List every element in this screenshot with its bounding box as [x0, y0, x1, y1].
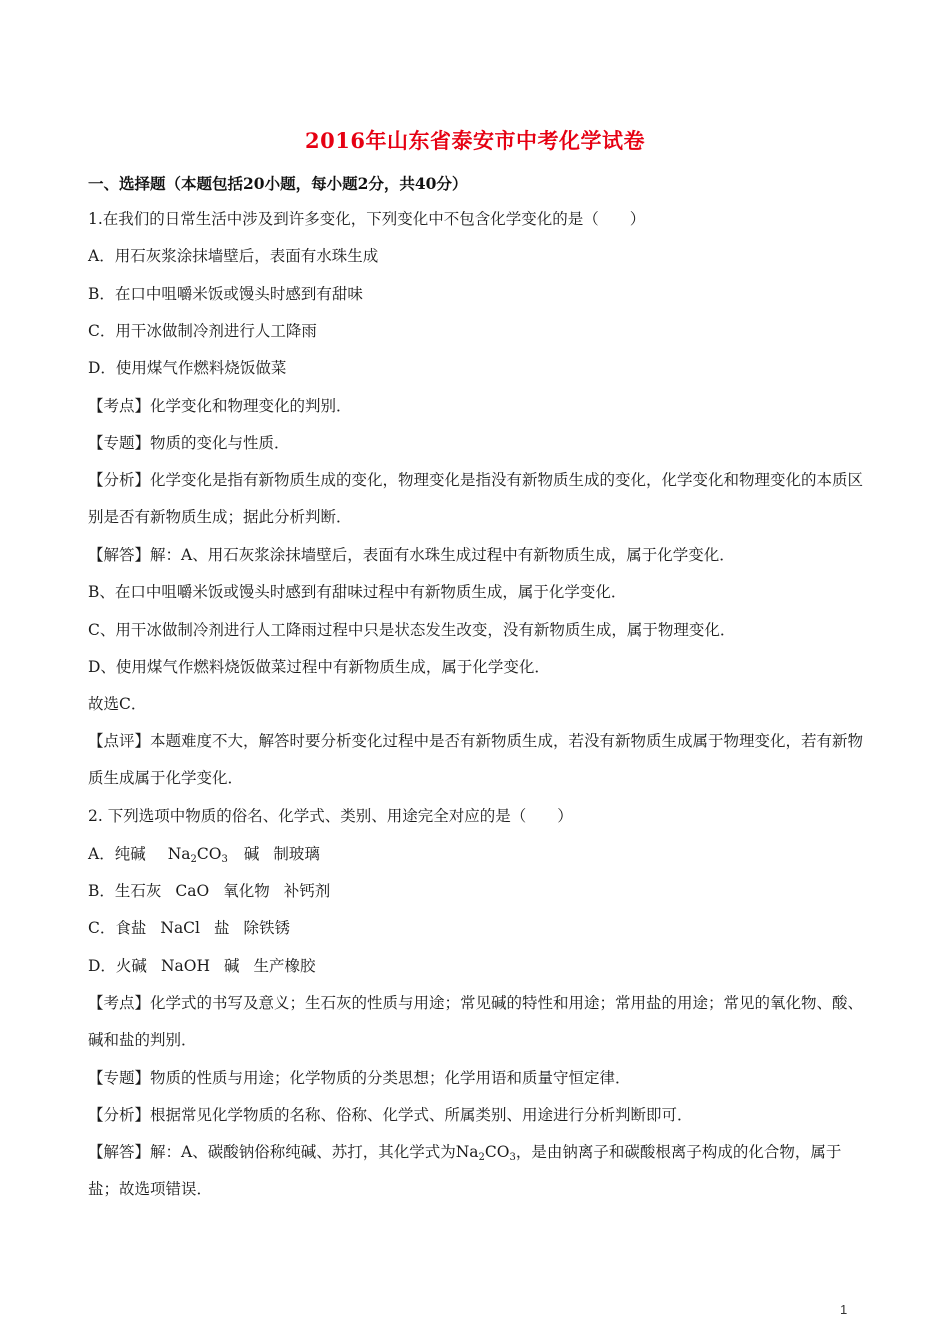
- question-2-option-c: [88, 918, 868, 938]
- question-1-jieda-d: D、使用煤气作燃料烧饭做菜过程中有新物质生成，属于化学变化．: [88, 658, 550, 676]
- option-b-label: B．生石灰: [88, 882, 162, 900]
- question-2-stem: 2. 下列选项中物质的俗名、化学式、类别、用途完全对应的是（ ）: [88, 807, 573, 825]
- page-title: 2016年山东省泰安市中考化学试卷: [305, 128, 645, 153]
- question-2-zhuanti: 【专题】物质的性质与用途；化学物质的分类思想；化学用语和质量守恒定律．: [88, 1069, 631, 1087]
- question-2-fenxi: 【分析】根据常见化学物质的名称、俗称、化学式、所属类别、用途进行分析判断即可．: [88, 1106, 693, 1124]
- section-heading: 一、选择题（本题包括20小题，每小题2分，共40分）: [88, 174, 468, 193]
- question-1-option-d: D．使用煤气作燃料烧饭做菜: [88, 359, 287, 377]
- question-2-jieda: 【解答】解：A、碳酸钠俗称纯碱、苏打，其化学式为$Na_2CO_3$，是由钠离子和碳酸根离子构成的化合物，属于盐；故选项错误．: [88, 1143, 842, 1198]
- option-d-type: 碱: [223, 957, 240, 975]
- option-a-use: 制玻璃: [273, 845, 320, 863]
- option-b-use: 补钙剂: [283, 882, 331, 900]
- option-d-label: D．火碱: [88, 957, 147, 975]
- question-1-option-b: B．在口中咀嚼米饭或馒头时感到有甜味: [88, 285, 363, 303]
- option-a-label: A．纯碱: [88, 845, 146, 863]
- question-1-dianping: 【点评】本题难度不大，解答时要分析变化过程中是否有新物质生成，若没有新物质生成属于物理变化，若有新物质生成属于化学变化．: [88, 732, 864, 787]
- question-1-jieda-a: 【解答】解：A、用石灰浆涂抹墙壁后，表面有水珠生成过程中有新物质生成，属于化学变化．: [88, 546, 735, 564]
- page-number: 1: [840, 1302, 848, 1317]
- question-1-fenxi: 【分析】化学变化是指有新物质生成的变化，物理变化是指没有新物质生成的变化，化学变化和物理变化的本质区别是否有新物质生成；据此分析判断．: [88, 471, 864, 526]
- option-a-type: 碱: [243, 845, 260, 863]
- option-d-use: 生产橡胶: [253, 957, 316, 975]
- question-2-option-a: [88, 844, 868, 864]
- option-b-type: 氧化物: [223, 882, 270, 900]
- option-b-formula: CaO: [175, 882, 210, 900]
- question-2-kaodian: 【考点】化学式的书写及意义；生石灰的性质与用途；常见碱的特性和用途；常用盐的用途；常见的氧化物、酸、碱和盐的判别．: [88, 994, 864, 1049]
- question-2-option-b: [88, 881, 868, 901]
- question-1-kaodian: 【考点】化学变化和物理变化的判别．: [88, 397, 352, 415]
- jieda-formula: $Na_2CO_3$: [455, 1143, 516, 1163]
- option-a-formula: $Na_2CO_3$: [167, 845, 228, 865]
- question-1-option-a: A．用石灰浆涂抹墙壁后，表面有水珠生成: [88, 247, 379, 265]
- question-1-jieda-c: C、用干冰做制冷剂进行人工降雨过程中只是状态发生改变，没有新物质生成，属于物理变化．: [88, 621, 736, 639]
- question-1-zhuanti: 【专题】物质的变化与性质．: [88, 434, 290, 452]
- option-c-use: 除铁锈: [243, 919, 291, 937]
- question-1-jieda-b: B、在口中咀嚼米饭或馒头时感到有甜味过程中有新物质生成，属于化学变化．: [88, 583, 627, 601]
- option-c-type: 盐: [214, 919, 230, 937]
- option-d-formula: NaOH: [160, 957, 210, 975]
- question-1-answer: 故选C．: [88, 695, 147, 713]
- option-c-formula: NaCl: [160, 919, 200, 937]
- option-c-label: C．食盐: [88, 919, 147, 937]
- question-2-option-d: [88, 956, 868, 976]
- question-1-stem: 1.在我们的日常生活中涉及到许多变化，下列变化中不包含化学变化的是（ ）: [88, 210, 646, 228]
- question-1-option-c: C．用干冰做制冷剂进行人工降雨: [88, 322, 317, 340]
